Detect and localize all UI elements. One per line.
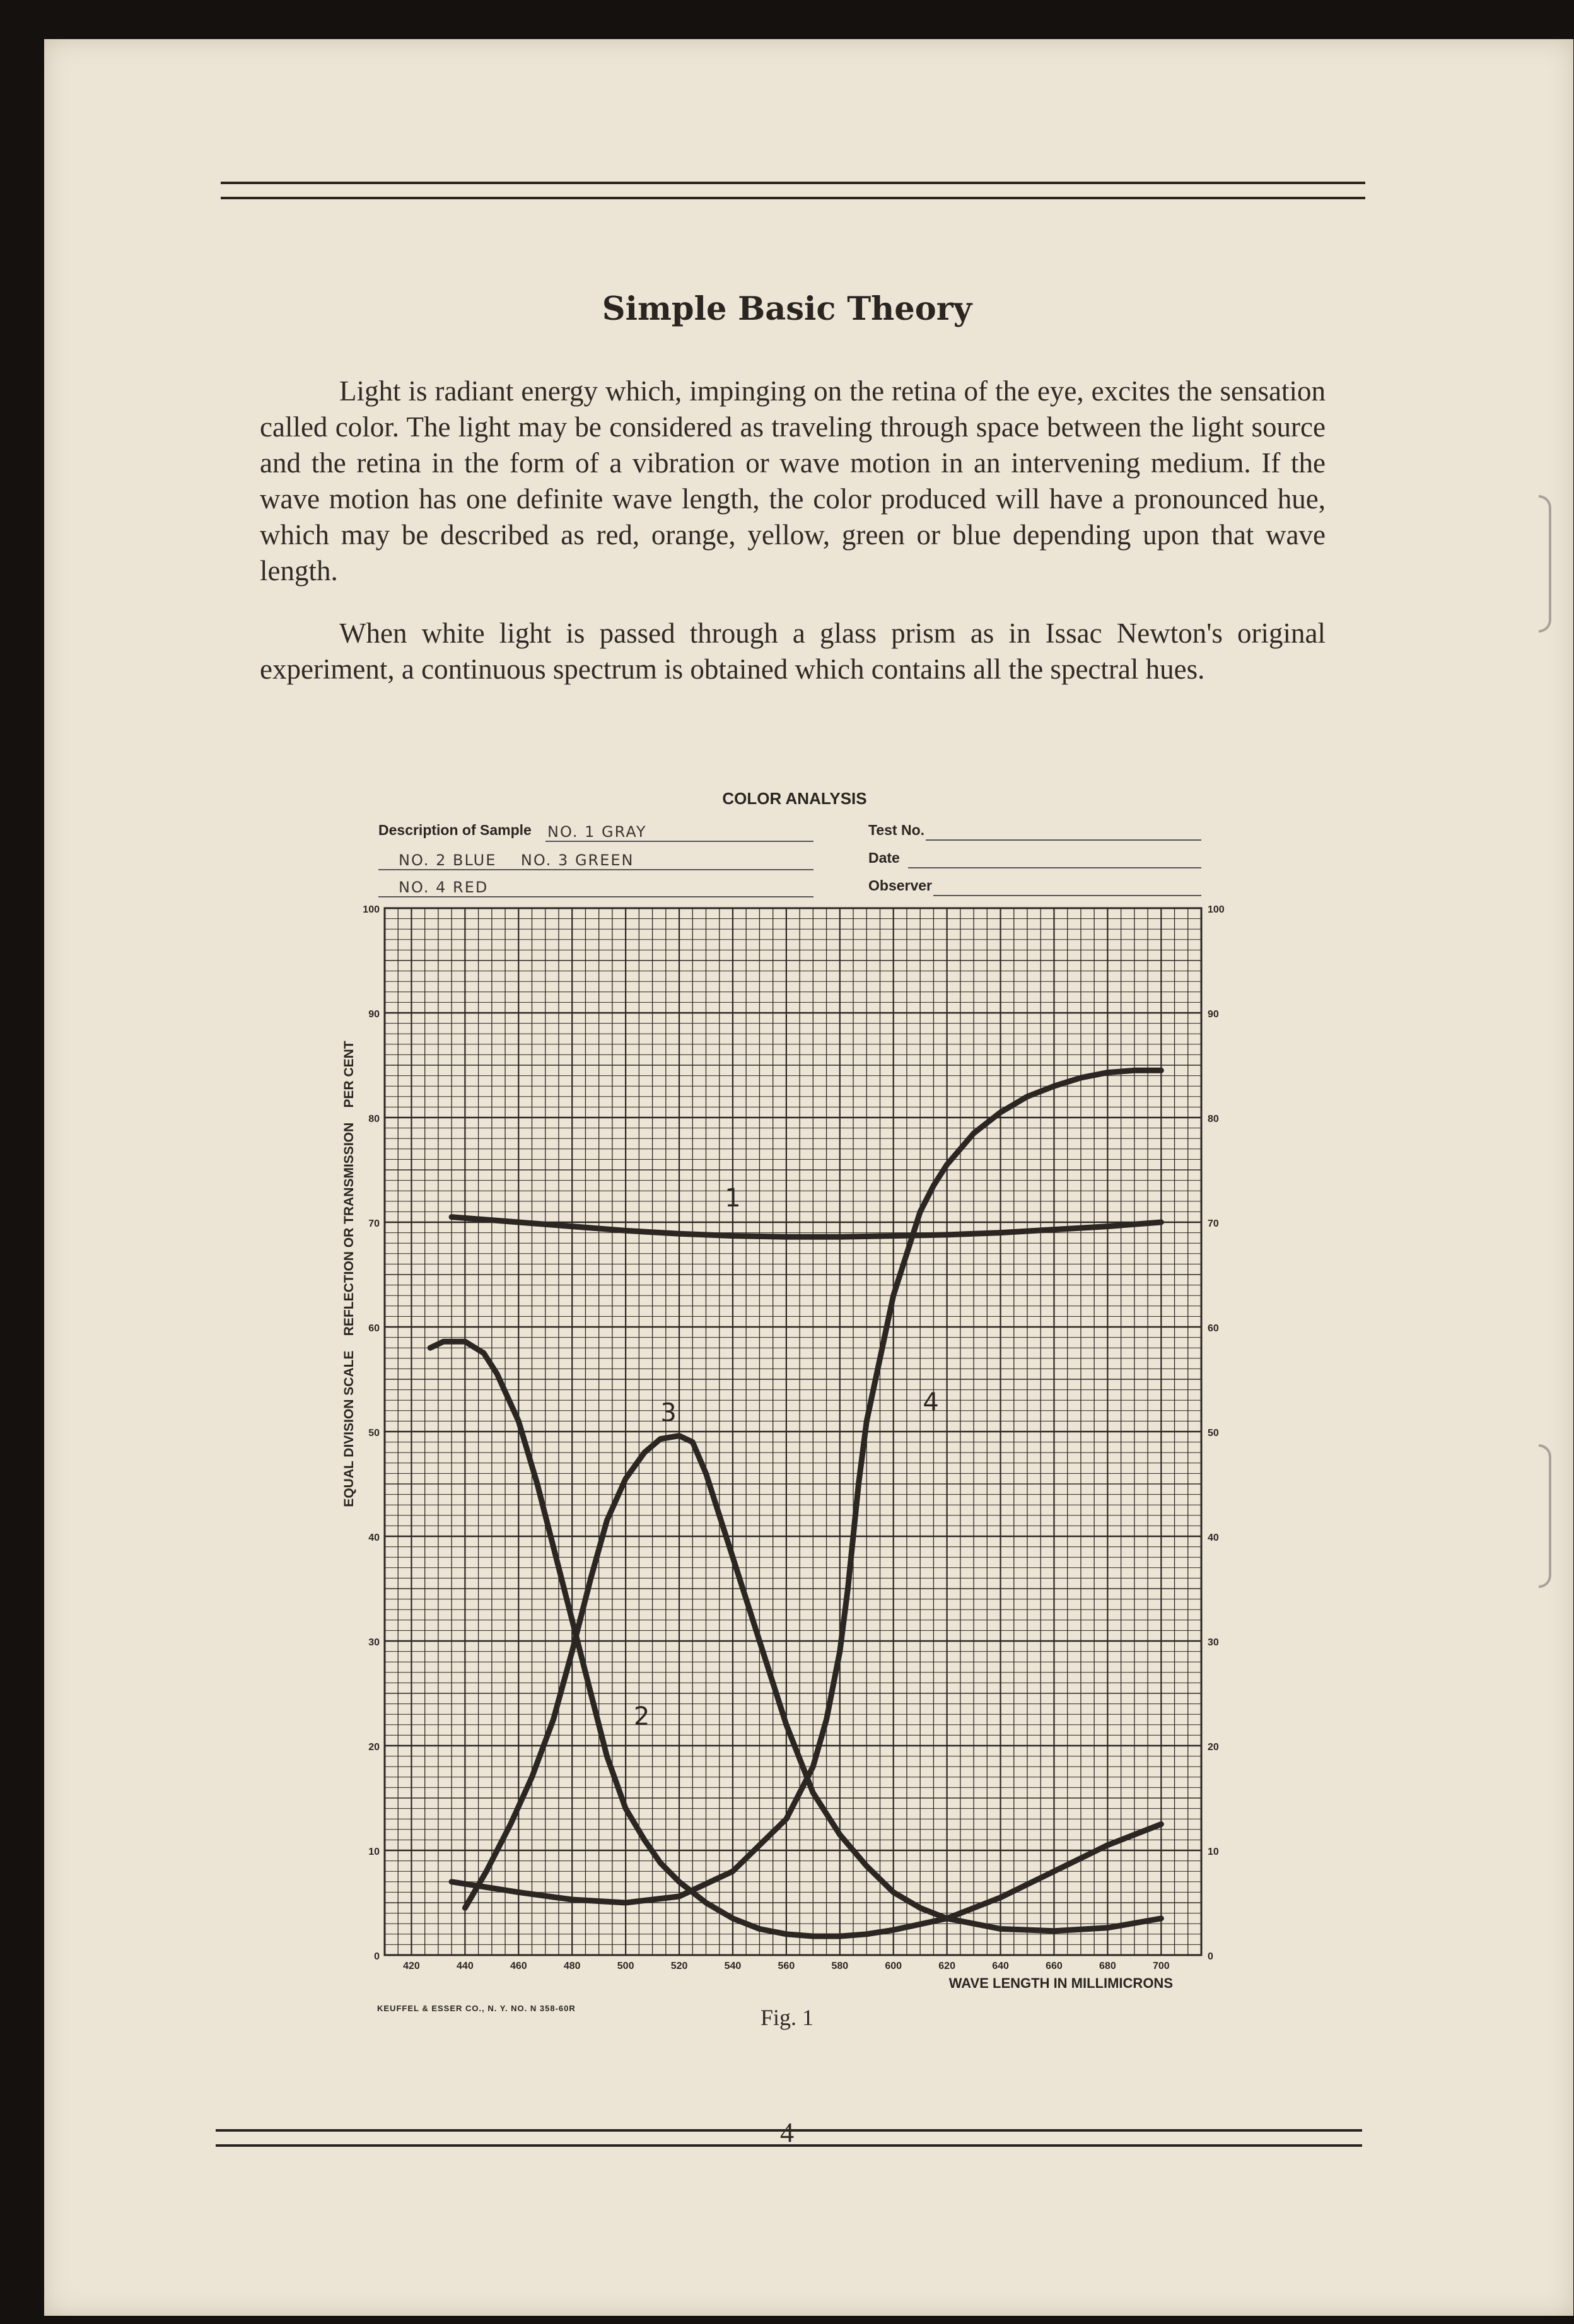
paragraph-1: Light is radiant energy which, impinging on the retina of the eye, excites the sensation called color. The light may be considered as traveling through space between the light source and the retina in the form of a vibration or wave motion in an intervening medium. If the wave motion has one definite wave length, the color produced will have a pronounced hue, which may be described as red, orange, yellow, green or blue depending upon that wave length. [260,375,1326,587]
y-tick-label: 50 [368,1428,380,1439]
series-label-1: 1 [725,1184,741,1213]
x-tick-label: 640 [992,1961,1009,1971]
y-tick-label-right: 60 [1208,1323,1219,1334]
y-tick-label: 30 [368,1637,380,1648]
x-tick-label: 620 [938,1961,955,1971]
x-tick-label: 680 [1099,1961,1116,1971]
x-tick-label: 420 [403,1961,420,1971]
y-tick-label: 60 [368,1323,380,1334]
y-tick-label-right: 30 [1208,1637,1219,1648]
page-number: 4 [780,2117,794,2148]
publisher-imprint: KEUFFEL & ESSER CO., N. Y. NO. N 358-60R [377,2004,576,2013]
x-tick-label: 480 [563,1961,581,1971]
date-label: Date [868,850,900,866]
y-tick-label: 10 [368,1847,380,1857]
test-no-label: Test No. [868,822,925,838]
x-tick-label: 700 [1152,1961,1170,1971]
y-tick-label-right: 0 [1208,1951,1213,1962]
y-tick-label-right: 90 [1208,1009,1219,1020]
binding-staple-bottom [1539,1444,1551,1588]
x-tick-label: 500 [617,1961,634,1971]
x-tick-label: 580 [831,1961,849,1971]
binding-staple-top [1539,495,1551,633]
top-rule-1 [221,182,1365,184]
top-rule-2 [221,197,1365,199]
description-line-2: NO. 2 BLUE NO. 3 GREEN [399,851,634,869]
y-tick-label-right: 80 [1208,1114,1219,1124]
x-tick-label: 660 [1046,1961,1063,1971]
page-heading: Simple Basic Theory [602,290,972,328]
description-line-1: NO. 1 GRAY [547,823,647,841]
color-analysis-chart [315,896,1249,2018]
y-tick-label-right: 50 [1208,1428,1219,1439]
description-line-3: NO. 4 RED [399,879,489,896]
y-tick-label-right: 100 [1208,904,1225,915]
figure-caption: Fig. 1 [760,2005,814,2030]
y-tick-label: 100 [363,904,380,915]
y-axis-label: EQUAL DIVISION SCALE REFLECTION OR TRANSMISSION PER CENT [342,1041,356,1507]
y-tick-label: 20 [368,1742,380,1753]
x-tick-label: 520 [670,1961,688,1971]
x-tick-label: 540 [724,1961,742,1971]
y-tick-label-right: 20 [1208,1742,1219,1753]
y-tick-label: 0 [374,1951,380,1962]
chart-grid [385,908,1201,1955]
y-tick-label: 80 [368,1114,380,1124]
description-underline-1 [545,841,813,842]
paragraph-2: When white light is passed through a glass prism as in Issac Newton's original experiment, a continuous spectrum is obtained which contains all the spectral hues. [260,617,1326,685]
y-tick-label: 40 [368,1533,380,1543]
x-axis-label: WAVE LENGTH IN MILLIMICRONS [948,1975,1173,1991]
series-label-3: 3 [660,1398,677,1428]
y-tick-label-right: 10 [1208,1847,1219,1857]
series-label-4: 4 [923,1387,939,1417]
date-underline [908,867,1201,868]
y-tick-label: 90 [368,1009,380,1020]
observer-label: Observer [868,877,933,894]
series-label-2: 2 [633,1702,650,1731]
x-tick-label: 460 [510,1961,527,1971]
y-tick-label-right: 70 [1208,1218,1219,1229]
x-tick-label: 560 [778,1961,795,1971]
chart-title: COLOR ANALYSIS [722,789,867,808]
description-underline-2 [378,869,813,870]
x-tick-label: 600 [885,1961,902,1971]
x-tick-label: 440 [457,1961,474,1971]
test-no-underline [926,839,1201,841]
y-tick-label: 70 [368,1218,380,1229]
y-tick-label-right: 40 [1208,1533,1219,1543]
description-label: Description of Sample [378,822,532,838]
